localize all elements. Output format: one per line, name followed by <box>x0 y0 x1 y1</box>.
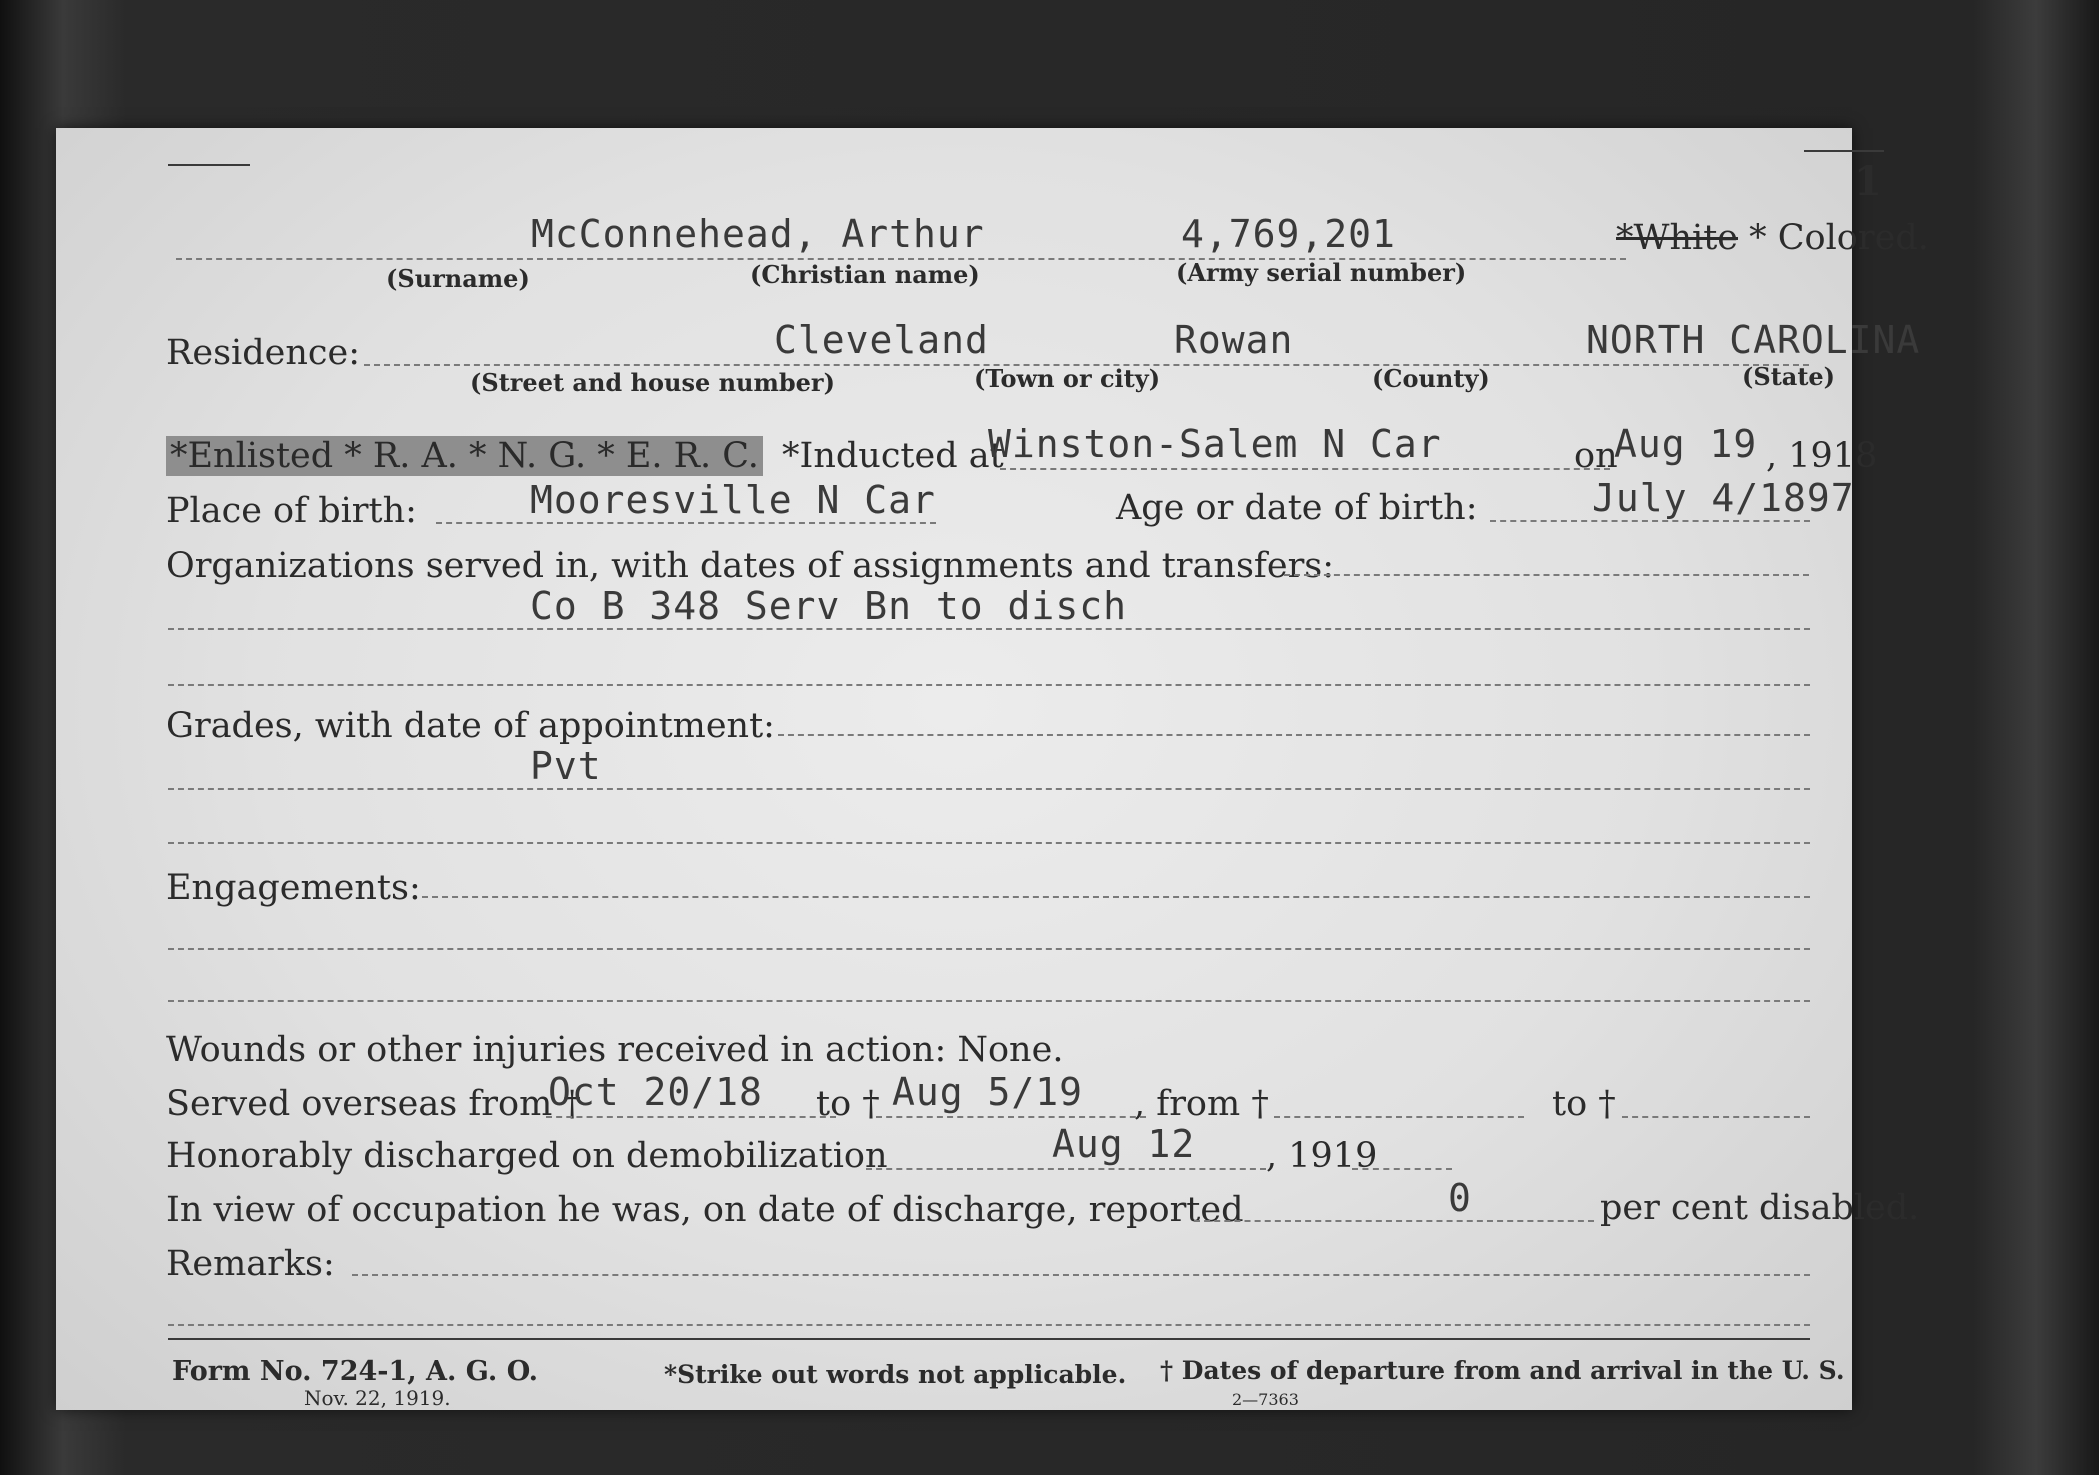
overseas-from2-line <box>1274 1116 1524 1118</box>
race-white: *White <box>1616 218 1738 258</box>
christian-caption: (Christian name) <box>750 260 980 289</box>
remarks-line-2 <box>168 1324 1810 1326</box>
grades-label: Grades, with date of appointment: <box>166 706 775 746</box>
overseas-to-label: to † <box>816 1084 880 1124</box>
town-caption: (Town or city) <box>974 364 1161 393</box>
grades-line-2 <box>168 788 1810 790</box>
discharge-label: Honorably discharged on demobilization <box>166 1136 888 1176</box>
form-number: Form No. 724-1, A. G. O. <box>172 1356 539 1387</box>
overseas-to2-line <box>1622 1116 1810 1118</box>
race-options <box>1616 218 1929 258</box>
organizations-label: Organizations served in, with dates of assignments and transfers: <box>166 546 1335 586</box>
induction-year-prefix: , 19 <box>1766 436 1833 476</box>
inducted-value: Winston-Salem N Car <box>988 422 1442 466</box>
discharge-year-value: 19 <box>1332 1136 1378 1176</box>
disability-label: In view of occupation he was, on date of discharge, reported <box>166 1190 1244 1230</box>
inducted-line <box>1000 468 1610 470</box>
county-caption: (County) <box>1372 364 1490 393</box>
discharge-year-line <box>1352 1168 1452 1170</box>
remarks-line-1 <box>352 1274 1810 1276</box>
top-left-mark <box>168 164 250 166</box>
organizations-line-2 <box>168 628 1810 630</box>
disability-line <box>1194 1220 1594 1222</box>
age-value: July 4/1897 <box>1592 476 1855 520</box>
engagements-line-1 <box>422 896 1810 898</box>
street-caption: (Street and house number) <box>470 368 835 397</box>
overseas-from-line <box>546 1116 836 1118</box>
discharge-year <box>1266 1136 1377 1176</box>
overseas-to-line <box>876 1116 1146 1118</box>
wounds-label: Wounds or other injuries received in action: None. <box>166 1030 1064 1070</box>
grades-line-1 <box>778 734 1810 736</box>
town-value: Cleveland <box>774 318 989 362</box>
discharge-date: Aug 12 <box>1052 1122 1196 1166</box>
strike-note: *Strike out words not applicable. <box>664 1360 1127 1389</box>
state-value: NORTH CAROLINA <box>1586 318 1921 362</box>
service-record-card <box>56 128 1929 1410</box>
county-value: Rowan <box>1174 318 1294 362</box>
organizations-value: Co B 348 Serv Bn to disch <box>530 584 1127 628</box>
birthplace-label: Place of birth: <box>166 491 417 531</box>
engagements-label: Engagements: <box>166 868 421 908</box>
age-line <box>1490 520 1810 522</box>
birthplace-value: Mooresville N Car <box>530 478 936 522</box>
dates-note: † Dates of departure from and arrival in the U. S. <box>1160 1356 1845 1385</box>
residence-label: Residence: <box>166 333 360 373</box>
serial-caption: (Army serial number) <box>1176 258 1467 287</box>
organizations-line-3 <box>168 684 1810 686</box>
engagements-line-3 <box>168 1000 1810 1002</box>
overseas-to2-label: to † <box>1552 1084 1616 1124</box>
surname-caption: (Surname) <box>386 264 530 293</box>
serial-value: 4,769,201 <box>1181 212 1396 256</box>
grades-line-3 <box>168 842 1810 844</box>
discharge-year-prefix: , 19 <box>1266 1136 1333 1176</box>
overseas-from-value: Oct 20/18 <box>548 1070 763 1114</box>
footer-divider <box>168 1338 1810 1340</box>
induction-date: Aug 19 <box>1614 422 1758 466</box>
overseas-from2-label: , from † <box>1134 1084 1269 1124</box>
on-label: on <box>1574 436 1618 476</box>
disability-value: 0 <box>1448 1176 1472 1220</box>
induction-year-value: 18 <box>1832 436 1878 476</box>
enlistment-options-highlight: *Enlisted * R. A. * N. G. * E. R. C. <box>166 436 763 476</box>
engagements-line-2 <box>168 948 1810 950</box>
inducted-label: *Inducted at <box>782 436 1004 476</box>
discharge-line <box>866 1168 1266 1170</box>
form-date: Nov. 22, 1919. <box>304 1386 451 1410</box>
enlistment-options <box>166 436 763 476</box>
overseas-label: Served overseas from † <box>166 1084 581 1124</box>
remarks-label: Remarks: <box>166 1244 335 1284</box>
top-right-mark <box>1804 150 1884 152</box>
name-value: McConnehead, Arthur <box>531 212 985 256</box>
disability-suffix: per cent disabled. <box>1600 1188 1920 1228</box>
birthplace-line <box>436 522 936 524</box>
induction-year <box>1766 436 1877 476</box>
page-number: 1 <box>1854 158 1882 205</box>
organizations-line-1 <box>1284 574 1809 576</box>
age-label: Age or date of birth: <box>1116 488 1478 528</box>
stamp-number: 2—7363 <box>1232 1390 1299 1409</box>
state-caption: (State) <box>1742 362 1836 391</box>
overseas-to-value: Aug 5/19 <box>892 1070 1084 1114</box>
grades-value: Pvt <box>530 744 602 788</box>
race-colored: * Colored. <box>1749 218 1929 258</box>
